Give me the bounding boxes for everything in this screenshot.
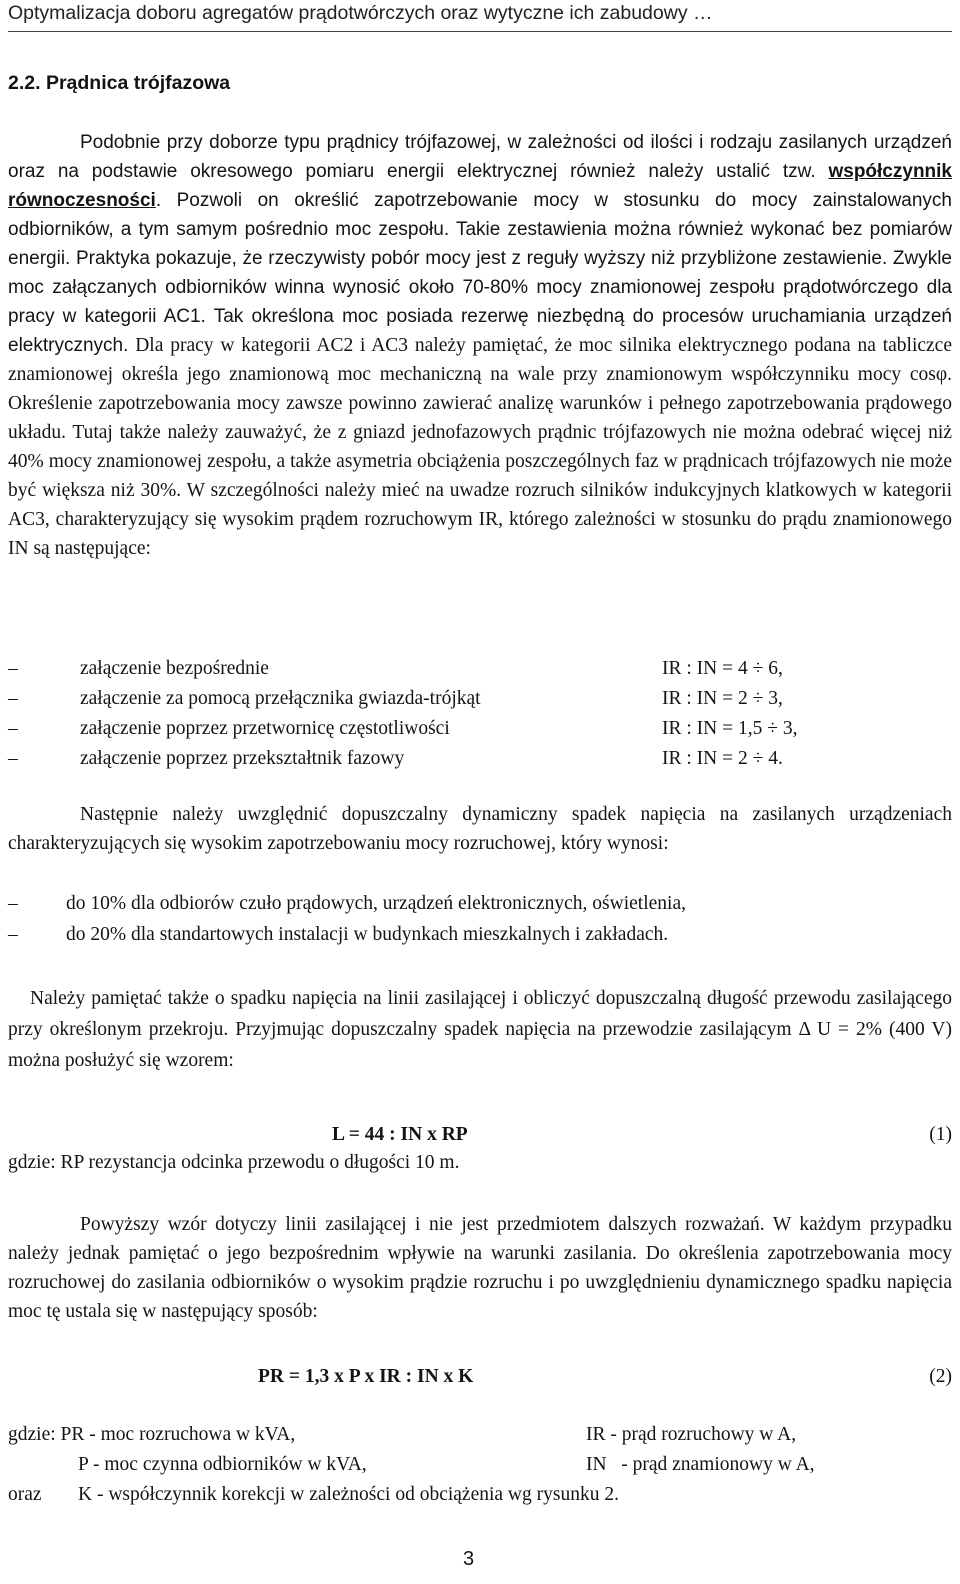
term-coincidence-factor: współczynnik równoczesności [8, 161, 952, 211]
page-number: 3 [463, 1548, 475, 1570]
formula-expression: PR = 1,3 x P x IR : IN x K [258, 1366, 474, 1387]
formula-2 [8, 1362, 952, 1392]
section-title: 2.2. Prądnica trójfazowa [8, 72, 231, 94]
list-item-label: załączenie bezpośrednie [80, 658, 269, 679]
paragraph-text: Należy pamiętać także o spadku napięcia na linii zasilającej i obliczyć dopuszczalną długość przewodu zasilającego przy określonym przekroju. Przyjmując dopuszczalny spadek napięcia na przewodzie zasilającym Δ U = 2% (400 V) można posłużyć się wzorem: [8, 988, 952, 1071]
formula-number: (1) [929, 1124, 952, 1145]
legend-row3-prefix: oraz [8, 1484, 42, 1505]
paragraph-voltage-drop [8, 800, 952, 858]
list-item-ratio: IR : IN = 4 ÷ 6, [662, 658, 783, 679]
list-item-ratio: IR : IN = 2 ÷ 4. [662, 748, 783, 769]
legend-row2-left: P - moc czynna odbiorników w kVA, [78, 1454, 367, 1475]
paragraph-text-sans-a: Podobnie przy doborze typu prądnicy trójfazowej, w zależności od ilości i rodzaju zasilanych urządzeń oraz na podstawie okresowego pomiaru energii elektrycznej również należy ustalić tzw. [8, 132, 952, 182]
dash-bullet: – [8, 893, 18, 914]
legend-row3-text: K - współczynnik korekcji w zależności od obciążenia wg rysunku 2. [78, 1484, 619, 1505]
running-header: Optymalizacja doboru agregatów prądotwórczych oraz wytyczne ich zabudowy … [8, 2, 952, 32]
legend-row1-right: IR - prąd rozruchowy w A, [586, 1424, 797, 1445]
list-item-label: załączenie za pomocą przełącznika gwiazda-trójkąt [80, 688, 481, 709]
list-item [8, 684, 952, 714]
paragraph-coincidence-factor [8, 128, 952, 563]
formula-expression: L = 44 : IN x RP [332, 1124, 468, 1145]
dash-bullet: – [8, 688, 18, 709]
paragraph-line-drop [8, 983, 952, 1076]
dash-bullet: – [8, 718, 18, 739]
dash-bullet: – [8, 658, 18, 679]
legend-row1-left: gdzie: PR - moc rozruchowa w kVA, [8, 1424, 296, 1445]
list-item-ratio: IR : IN = 2 ÷ 3, [662, 688, 783, 709]
list-item [8, 920, 952, 950]
paragraph-text: Następnie należy uwzględnić dopuszczalny dynamiczny spadek napięcia na zasilanych urządzeniach charakteryzujących się wysokim zapotrzebowaniu mocy rozruchowej, który wynosi: [8, 804, 952, 854]
list-item [8, 744, 952, 774]
paragraph-text-sans-b: . Pozwoli on określić zapotrzebowanie mocy w stosunku do mocy zainstalowanych odbiorników, a tym samym pośrednio moc zespołu. Takie zestawienia można również wykonać bez pomiarów energii. Praktyka pokazuje, że rzeczywisty pobór mocy jest z reguły wyższy niż przybliżone zestawienie. Zwykle moc załączanych odbiorników winna wynosić około 70-80% mocy znamionowej zespołu prądotwórczego dla pracy w kategorii AC1. Tak określona moc posiada rezerwę niezbędną do procesów uruchamiania urządzeń elektrycznych. [8, 190, 952, 356]
list-item-label: załączenie poprzez przetwornicę częstotliwości [80, 718, 450, 739]
paragraph-text-serif: Dla pracy w kategorii AC2 i AC3 należy pamiętać, że moc silnika elektrycznego podana na tabliczce znamionowej określa jego znamionową moc mechaniczną na wale przy znamionowym współczynniku mocy cosφ. Określenie zapotrzebowania mocy zawsze powinno zawierać analizę warunków i pełnego zapotrzebowania prądowego układu. Tutaj także należy zauważyć, że z gniazd jednofazowych prądnic trójfazowych nie można odebrać więcej niż 40% mocy znamionowej zespołu, a także asymetria obciążenia poszczególnych faz w prądnicach trójfazowych nie może być większa niż 30%. W szczególności należy mieć na uwadze rozruch silników indukcyjnych klatkowych w kategorii AC3, charakteryzujący się wysokim prądem rozruchowym IR, którego zależności w stosunku do prądu znamionowego IN są następujące: [8, 335, 952, 559]
paragraph-text: Powyższy wzór dotyczy linii zasilającej i nie jest przedmiotem dalszych rozważań. W każdym przypadku należy jednak pamiętać o jego bezpośrednim wpływie na warunki zasilania. Do określenia zapotrzebowania mocy rozruchowej do zasilania odbiorników o wysokim prądzie rozruchu i po uwzględnieniu dynamicznego spadku napięcia moc tę ustala się w następujący sposób: [8, 1214, 952, 1322]
list-item-ratio: IR : IN = 1,5 ÷ 3, [662, 718, 798, 739]
paragraph-starting-power [8, 1210, 952, 1326]
dash-bullet: – [8, 924, 18, 945]
list-item [8, 889, 952, 919]
formula-1 [8, 1120, 952, 1150]
list-item-label: do 20% dla standartowych instalacji w budynkach mieszkalnych i zakładach. [66, 924, 669, 945]
list-item [8, 654, 952, 684]
list-item-label: do 10% dla odbiorów czuło prądowych, urządzeń elektronicznych, oświetlenia, [66, 893, 686, 914]
list-item [8, 714, 952, 744]
dash-bullet: – [8, 748, 18, 769]
legend-row2-right: IN - prąd znamionowy w A, [586, 1454, 815, 1475]
formula-1-where: gdzie: RP rezystancja odcinka przewodu o długości 10 m. [8, 1152, 460, 1173]
formula-number: (2) [929, 1366, 952, 1387]
list-item-label: załączenie poprzez przekształtnik fazowy [80, 748, 405, 769]
